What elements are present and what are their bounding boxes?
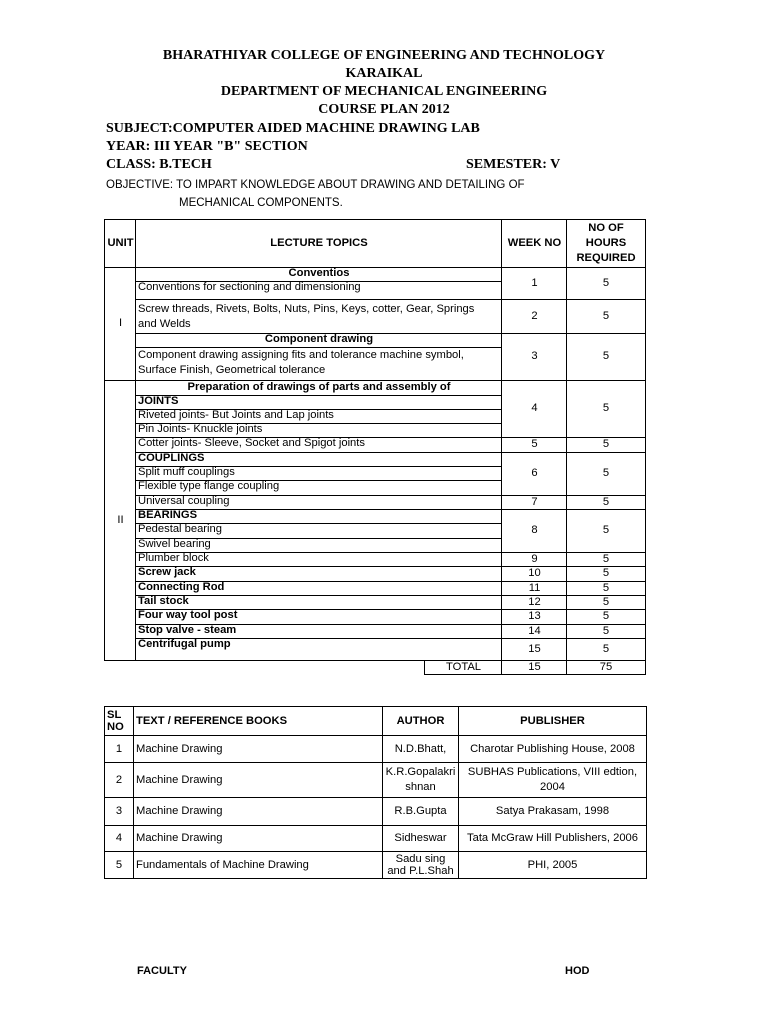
table-row [105, 763, 647, 798]
topic-section-heading: Preparation of drawings of parts and assembly of [135, 380, 502, 396]
total-hours: 75 [566, 660, 646, 675]
sl-cell: 3 [105, 798, 134, 826]
topic-row: Cotter joints- Sleeve, Socket and Spigot joints [135, 437, 502, 453]
publisher-cell: PHI, 2005 [459, 852, 647, 879]
topic-row: Pin Joints- Knuckle joints [135, 423, 502, 438]
unit-header: UNIT [104, 219, 136, 268]
class-line: CLASS: B.TECH [106, 157, 212, 172]
book-title-cell: Machine Drawing [134, 798, 383, 826]
table-row [105, 852, 647, 879]
topic-row: Swivel bearing [135, 538, 502, 553]
book-title-cell: Fundamentals of Machine Drawing [134, 852, 383, 879]
hod-signature-label: HOD [565, 965, 590, 977]
author-cell: R.B.Gupta [383, 798, 459, 826]
lecture-table [104, 219, 646, 675]
week-cell: 6 [501, 452, 567, 496]
week-cell: 4 [501, 380, 567, 438]
week-cell: 1 [501, 267, 567, 300]
books-title-header: TEXT / REFERENCE BOOKS [134, 707, 383, 736]
reference-books-table [104, 706, 647, 879]
hours-cell: 5 [566, 566, 646, 582]
department-name: DEPARTMENT OF MECHANICAL ENGINEERING [220, 84, 548, 99]
objective-line-2: MECHANICAL COMPONENTS. [179, 197, 343, 209]
topic-row: Screw jack [135, 566, 502, 582]
table-row [105, 798, 647, 826]
topic-row: Plumber block [135, 552, 502, 567]
author-header: AUTHOR [383, 707, 459, 736]
table-row [105, 826, 647, 852]
hours-cell: 5 [566, 495, 646, 510]
hours-cell: 5 [566, 333, 646, 381]
week-cell: 7 [501, 495, 567, 510]
topic-row: Centrifugal pump [135, 638, 502, 661]
book-title-cell: Machine Drawing [134, 763, 383, 798]
book-title-cell: Machine Drawing [134, 826, 383, 852]
topic-row: Riveted joints- But Joints and Lap joints [135, 409, 502, 424]
hours-cell: 5 [566, 638, 646, 661]
table-row [105, 736, 647, 763]
sl-no-header: SL NO [105, 707, 134, 736]
week-cell: 2 [501, 299, 567, 334]
hours-cell: 5 [566, 509, 646, 553]
sl-cell: 4 [105, 826, 134, 852]
topic-section-heading: Component drawing [135, 333, 502, 348]
hours-cell: 5 [566, 380, 646, 438]
publisher-cell: Satya Prakasam, 1998 [459, 798, 647, 826]
week-cell: 12 [501, 595, 567, 610]
unit-cell-2: II [104, 380, 136, 661]
semester-line: SEMESTER: V [466, 157, 561, 172]
week-cell: 13 [501, 609, 567, 625]
hours-cell: 5 [566, 581, 646, 596]
topic-row: Screw threads, Rivets, Bolts, Nuts, Pins, Keys, cotter, Gear, Springs and Welds [135, 299, 502, 334]
week-cell: 11 [501, 581, 567, 596]
subject-line: SUBJECT:COMPUTER AIDED MACHINE DRAWING LAB [106, 121, 480, 136]
topic-row: Stop valve - steam [135, 624, 502, 639]
topic-row: Four way tool post [135, 609, 502, 625]
hours-cell: 5 [566, 267, 646, 300]
topic-row: Component drawing assigning fits and tolerance machine symbol, Surface Finish, Geometrical tolerance [135, 347, 502, 381]
author-cell: Sadu sing and P.L.Shah [383, 852, 459, 879]
hours-cell: 5 [566, 609, 646, 625]
total-label: TOTAL [424, 660, 502, 675]
author-cell: Sidheswar [383, 826, 459, 852]
hours-cell: 5 [566, 595, 646, 610]
week-cell: 15 [501, 638, 567, 661]
topic-row: Tail stock [135, 595, 502, 610]
topic-section-heading: Conventios [135, 267, 502, 282]
topic-row: Connecting Rod [135, 581, 502, 596]
college-place: KARAIKAL [345, 66, 423, 81]
week-cell: 9 [501, 552, 567, 567]
topics-header: LECTURE TOPICS [135, 219, 502, 268]
topic-section-heading: COUPLINGS [135, 452, 502, 467]
sl-cell: 1 [105, 736, 134, 763]
topic-section-heading: JOINTS [135, 395, 502, 410]
publisher-header: PUBLISHER [459, 707, 647, 736]
topic-row: Universal coupling [135, 495, 502, 510]
faculty-signature-label: FACULTY [137, 965, 187, 977]
hours-cell: 5 [566, 624, 646, 639]
author-cell: K.R.Gopalakri shnan [383, 763, 459, 798]
college-name: BHARATHIYAR COLLEGE OF ENGINEERING AND TECHNOLOGY [162, 48, 606, 63]
unit-cell-1: I [104, 267, 136, 381]
topic-row: Conventions for sectioning and dimensioning [135, 281, 502, 300]
publisher-cell: SUBHAS Publications, VIII edtion, 2004 [459, 763, 647, 798]
year-line: YEAR: III YEAR "B" SECTION [106, 139, 308, 154]
author-cell: N.D.Bhatt, [383, 736, 459, 763]
week-cell: 14 [501, 624, 567, 639]
publisher-cell: Charotar Publishing House, 2008 [459, 736, 647, 763]
sl-cell: 5 [105, 852, 134, 879]
week-cell: 10 [501, 566, 567, 582]
book-title-cell: Machine Drawing [134, 736, 383, 763]
publisher-cell: Tata McGraw Hill Publishers, 2006 [459, 826, 647, 852]
objective-line-1: OBJECTIVE: TO IMPART KNOWLEDGE ABOUT DRAWING AND DETAILING OF [106, 179, 525, 191]
week-cell: 3 [501, 333, 567, 381]
course-plan-title: COURSE PLAN 2012 [318, 102, 450, 117]
sl-cell: 2 [105, 763, 134, 798]
week-cell: 8 [501, 509, 567, 553]
hours-cell: 5 [566, 299, 646, 334]
topic-row: Flexible type flange coupling [135, 480, 502, 496]
topic-row: Split muff couplings [135, 466, 502, 481]
week-header: WEEK NO [501, 219, 567, 268]
hours-cell: 5 [566, 452, 646, 496]
total-weeks: 15 [501, 660, 567, 675]
week-cell: 5 [501, 437, 567, 453]
hours-cell: 5 [566, 437, 646, 453]
topic-section-heading: BEARINGS [135, 509, 502, 524]
topic-row: Pedestal bearing [135, 523, 502, 539]
hours-cell: 5 [566, 552, 646, 567]
hours-header: NO OF HOURS REQUIRED [566, 219, 646, 268]
